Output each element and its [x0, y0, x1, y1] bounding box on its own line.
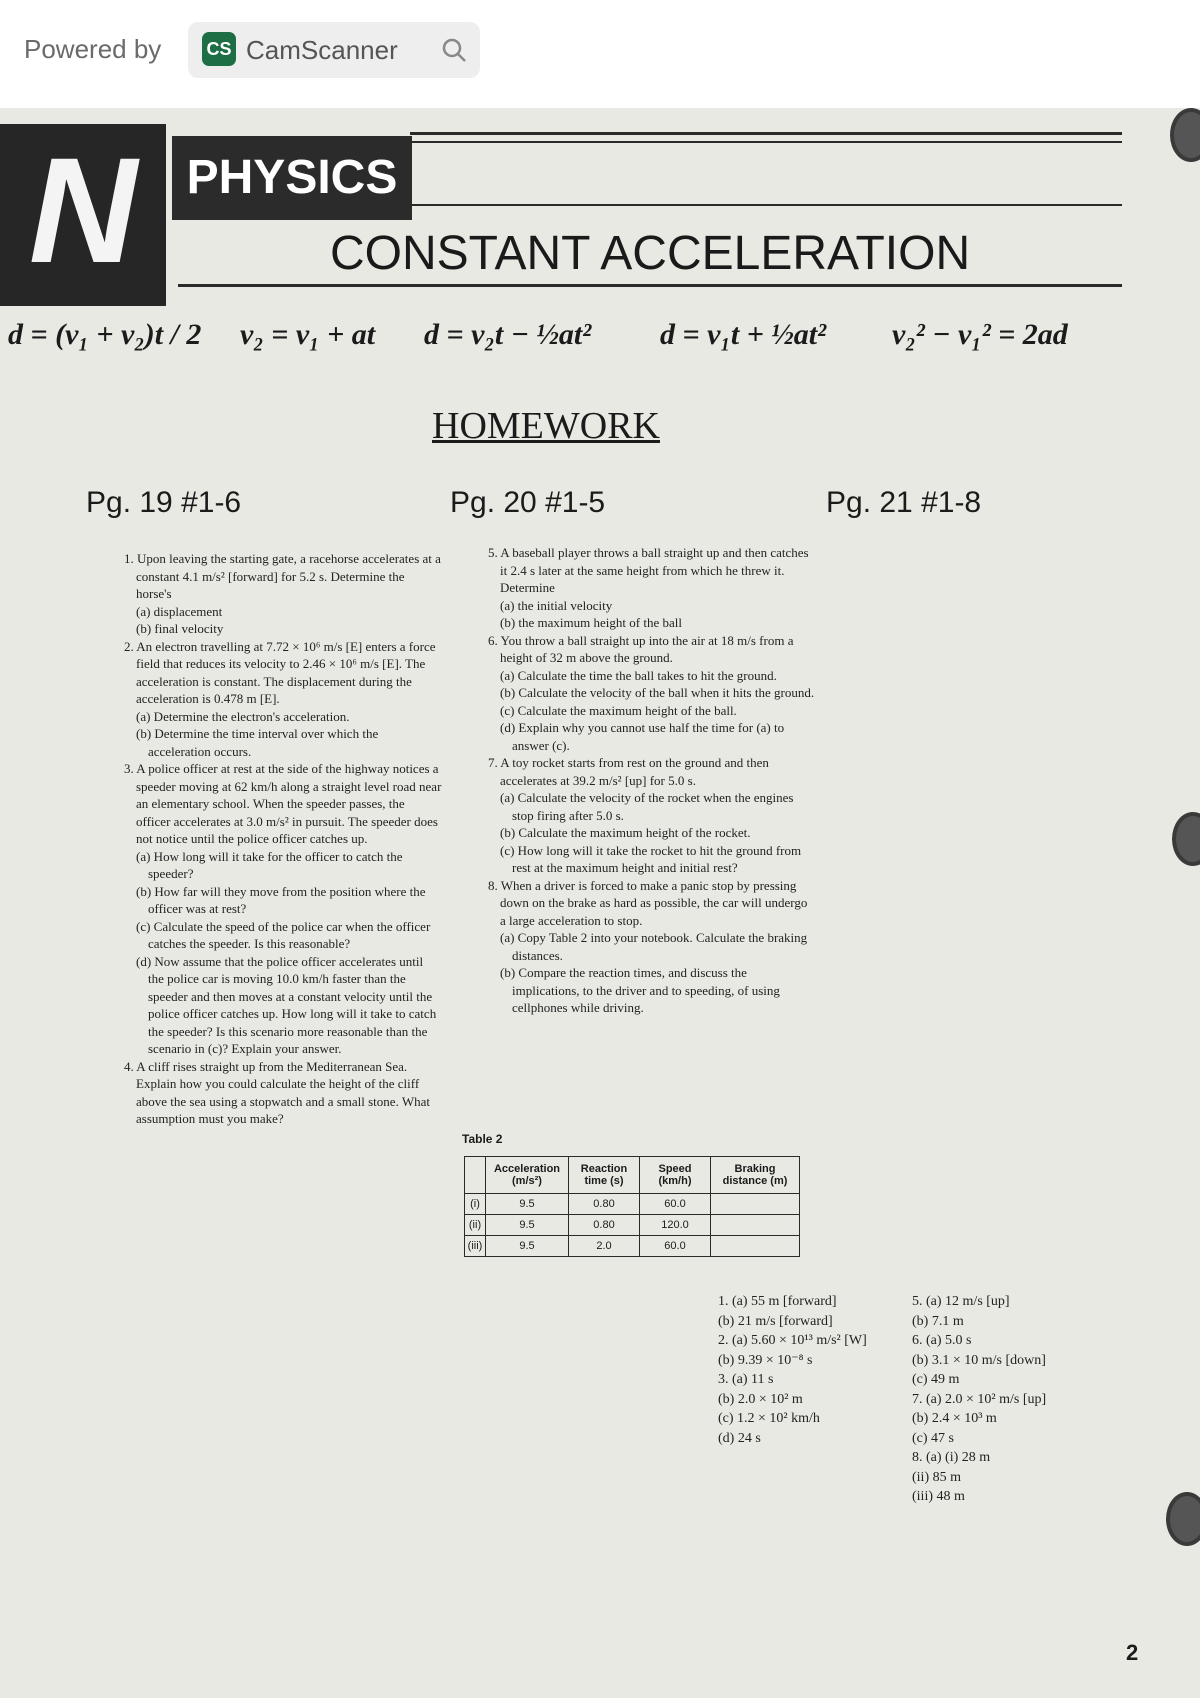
binder-ring-icon [1166, 1492, 1200, 1546]
homework-heading: HOMEWORK [432, 405, 660, 447]
question-3b: (b) How far will they move from the position where the officer was at rest? [136, 883, 426, 916]
question-8a: (a) Copy Table 2 into your notebook. Calculate the braking distances. [500, 930, 808, 963]
scanned-page [0, 108, 1200, 1698]
question-4: 4. A cliff rises straight up from the Mediterranean Sea. Explain how you could calculate the height of the cliff above the sea using a stopwatch and a small stone. What assumption must you make? [124, 1058, 430, 1126]
table-cell [711, 1215, 800, 1236]
table-cell [711, 1194, 800, 1215]
table-cell: (ii) [465, 1215, 486, 1236]
question-8b: (b) Compare the reaction times, and discuss the implications, to the driver and to speeding, of using cellphones while driving. [500, 965, 780, 1015]
powered-by-label: Powered by [24, 34, 162, 64]
table-2 [464, 1156, 800, 1257]
questions-right-column [476, 544, 816, 1017]
table-header-cell: Speed (km/h) [640, 1157, 711, 1194]
homework-page-1: Pg. 19 #1-6 [86, 486, 242, 519]
question-2a: (a) Determine the electron's acceleration. [136, 708, 350, 724]
subject-label: PHYSICS [186, 151, 398, 204]
logo-letter: N [28, 126, 138, 294]
answer-line: (c) 49 m [912, 1372, 960, 1387]
question-5: 5. A baseball player throws a ball straight up and then catches it 2.4 s later at the same height from which he threw it. Determine [488, 545, 809, 595]
question-7a: (a) Calculate the velocity of the rocket when the engines stop firing after 5.0 s. [500, 790, 794, 823]
answer-line: (b) 3.1 × 10 m/s [down] [912, 1352, 1046, 1368]
question-6c: (c) Calculate the maximum height of the ball. [500, 702, 737, 718]
question-8: 8. When a driver is forced to make a panic stop by pressing down on the brake as hard as possible, the car will undergo a large acceleration to stop. [488, 877, 808, 928]
table-2-label: Table 2 [462, 1132, 503, 1146]
header-rule [410, 141, 1122, 143]
table-header-cell: Reaction time (s) [569, 1157, 640, 1194]
table-cell: 9.5 [486, 1236, 569, 1257]
answer-line: (b) 2.0 × 10² m [718, 1391, 803, 1407]
table-cell: 120.0 [640, 1215, 711, 1236]
question-1b: (b) final velocity [136, 621, 224, 636]
question-7b: (b) Calculate the maximum height of the rocket. [500, 825, 751, 840]
answer-line: (ii) 85 m [912, 1469, 961, 1485]
answer-line: (b) 7.1 m [912, 1313, 964, 1329]
table-cell: 60.0 [640, 1236, 711, 1257]
answers-left [718, 1292, 867, 1448]
camscanner-app-name: CamScanner [246, 35, 398, 65]
homework-page-3: Pg. 21 #1-8 [826, 486, 982, 519]
table-header-cell [465, 1157, 486, 1194]
binder-ring-icon [1170, 108, 1200, 162]
camscanner-logo-icon: CS [202, 32, 236, 66]
answer-line: 7. (a) 2.0 × 10² m/s [up] [912, 1391, 1047, 1407]
question-1: 1. Upon leaving the starting gate, a racehorse accelerates at a constant 4.1 m/s² [forward] for 5.2 s. Determine the horse's [124, 551, 441, 601]
question-6: 6. You throw a ball straight up into the air at 18 m/s from a height of 32 m above the ground. [488, 632, 794, 665]
question-7: 7. A toy rocket starts from rest on the ground and then accelerates at 39.2 m/s² [up] for 5.0 s. [488, 755, 769, 788]
header-rule [410, 132, 1122, 135]
question-6a: (a) Calculate the time the ball takes to hit the ground. [500, 667, 777, 683]
subject-banner [172, 136, 412, 220]
answer-line: (b) 9.39 × 10⁻⁸ s [718, 1352, 813, 1368]
table-cell: 9.5 [486, 1194, 569, 1215]
formula-displacement-v2: d = v₂t − ½at² [424, 318, 592, 351]
questions-left-column [112, 550, 442, 1128]
question-3a: (a) How long will it take for the officer to catch the speeder? [136, 848, 403, 881]
table-cell: 60.0 [640, 1194, 711, 1215]
formula-final-velocity: v₂ = v₁ + at [240, 318, 376, 351]
page-number: 2 [1126, 1640, 1139, 1665]
answer-line: (c) 47 s [912, 1430, 954, 1446]
title-rule [178, 284, 1122, 287]
table-cell: 9.5 [486, 1215, 569, 1236]
question-6d: (d) Explain why you cannot use half the time for (a) to answer (c). [500, 720, 785, 753]
table-row [465, 1194, 800, 1215]
answers-right [912, 1292, 1046, 1507]
header-rule [410, 204, 1122, 206]
question-5a: (a) the initial velocity [500, 597, 613, 613]
answer-line: 8. (a) (i) 28 m [912, 1450, 991, 1465]
question-7c: (c) How long will it take the rocket to hit the ground from rest at the maximum height and initial rest? [500, 842, 802, 875]
answer-line: 3. (a) 11 s [718, 1372, 774, 1387]
table-row [465, 1236, 800, 1257]
question-2b: (b) Determine the time interval over which the acceleration occurs. [136, 726, 379, 759]
table-header-row [465, 1157, 800, 1194]
question-3c: (c) Calculate the speed of the police car when the officer catches the speeder. Is this reasonable? [136, 918, 431, 951]
answer-line: 6. (a) 5.0 s [912, 1333, 972, 1348]
table-row [465, 1215, 800, 1236]
scanner-app-bar [0, 0, 1200, 108]
table-header-cell: Acceleration (m/s²) [486, 1157, 569, 1194]
homework-page-2: Pg. 20 #1-5 [450, 486, 606, 519]
answer-line: (b) 2.4 × 10³ m [912, 1411, 997, 1426]
table-cell [711, 1236, 800, 1257]
binder-ring-icon [1172, 812, 1200, 866]
question-1a: (a) displacement [136, 603, 223, 619]
answer-line: (iii) 48 m [912, 1489, 965, 1504]
formula-velocity-squared: v₂² − v₁² = 2ad [892, 318, 1068, 351]
table-cell: (i) [465, 1194, 486, 1215]
table-header-cell: Braking distance (m) [711, 1157, 800, 1194]
page-title: CONSTANT ACCELERATION [330, 227, 971, 280]
table-cell: 0.80 [569, 1194, 640, 1215]
table-cell: 0.80 [569, 1215, 640, 1236]
question-2: 2. An electron travelling at 7.72 × 10⁶ m/s [E] enters a force field that reduces its velocity to 2.46 × 10⁶ m/s [E]. The acceleration is constant. The displacement during the acceleration is 0.478 m [E]. [124, 638, 436, 706]
table-cell: (iii) [465, 1236, 486, 1257]
answer-line: (d) 24 s [718, 1430, 761, 1446]
answer-line: 1. (a) 55 m [forward] [718, 1294, 837, 1309]
search-icon[interactable] [440, 36, 468, 64]
formula-average-velocity: d = (v₁ + v₂)t / 2 [8, 318, 202, 351]
formula-displacement-v1: d = v₁t + ½at² [660, 318, 827, 351]
answer-line: (c) 1.2 × 10² km/h [718, 1411, 820, 1426]
answer-line: (b) 21 m/s [forward] [718, 1313, 833, 1329]
table-cell: 2.0 [569, 1236, 640, 1257]
answer-line: 2. (a) 5.60 × 10¹³ m/s² [W] [718, 1333, 867, 1348]
question-5b: (b) the maximum height of the ball [500, 615, 682, 630]
question-3: 3. A police officer at rest at the side of the highway notices a speeder moving at 62 km/h along a straight level road near an elementary school. When the speeder passes, the officer accelerates at 3.0 m/s² in pursuit. The speeder does not notice until the police officer catches up. [124, 761, 442, 846]
answer-line: 5. (a) 12 m/s [up] [912, 1294, 1010, 1309]
question-3d: (d) Now assume that the police officer accelerates until the police car is moving 10.0 km/h faster than the speeder and then moves at a constant velocity until the police officer catches up. How long will it take to catch the speeder? Is this scenario more reasonable than the scenario in (c)? Explain your answer. [136, 953, 437, 1056]
camscanner-badge[interactable] [188, 22, 480, 78]
nelson-logo [0, 124, 166, 306]
question-6b: (b) Calculate the velocity of the ball when it hits the ground. [500, 685, 815, 700]
